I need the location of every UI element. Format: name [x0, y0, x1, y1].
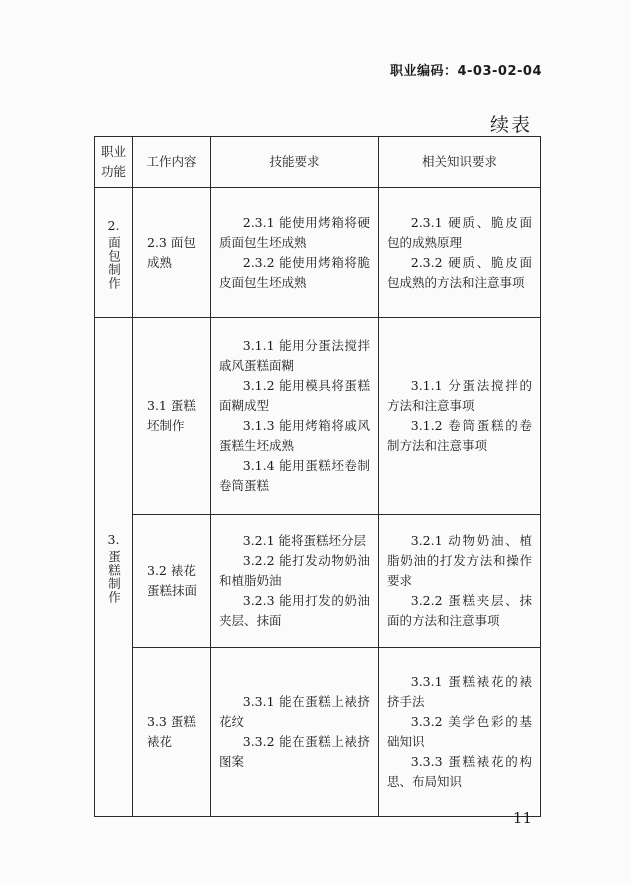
knowledge-item: 3.2.2 蛋糕夹层、抹面的方法和注意事项 [387, 593, 532, 628]
function-number: 3. [107, 532, 120, 547]
function-cell [95, 188, 133, 318]
header-knowledge: 相关知识要求 [379, 137, 541, 188]
table-row [95, 648, 541, 817]
skills-cell [211, 648, 379, 817]
knowledge-cell [379, 648, 541, 817]
function-number: 2. [107, 217, 120, 233]
table-row [95, 318, 541, 515]
table-row [95, 188, 541, 318]
function-cell [95, 318, 133, 817]
work-content-cell: 3.1 蛋糕坯制作 [133, 318, 211, 515]
knowledge-item: 2.3.2 硬质、脆皮面包成熟的方法和注意事项 [387, 254, 532, 290]
skill-item: 2.3.1 能使用烤箱将硬质面包生坯成熟 [219, 214, 370, 250]
skill-item: 3.1.4 能用蛋糕坯卷制卷筒蛋糕 [219, 458, 370, 493]
skill-item: 2.3.2 能使用烤箱将脆皮面包生坯成熟 [219, 254, 370, 290]
table-row [95, 515, 541, 648]
knowledge-item: 3.3.3 蛋糕裱花的构思、布局知识 [387, 754, 532, 789]
function-name: 面包制作 [106, 235, 122, 290]
knowledge-cell [379, 318, 541, 515]
table-header-row [95, 137, 541, 188]
work-content-cell: 3.2 裱花蛋糕抹面 [133, 515, 211, 648]
skills-cell [211, 188, 379, 318]
header-skills: 技能要求 [211, 137, 379, 188]
knowledge-item: 2.3.1 硬质、脆皮面包的成熟原理 [387, 214, 532, 250]
knowledge-item: 3.3.1 蛋糕裱花的裱挤手法 [387, 674, 532, 709]
occupation-code: 职业编码：4-03-02-04 [389, 64, 542, 79]
knowledge-item: 3.1.1 分蛋法搅拌的方法和注意事项 [387, 378, 532, 413]
skill-item: 3.1.2 能用模具将蛋糕面糊成型 [219, 378, 370, 413]
header-work: 工作内容 [133, 137, 211, 188]
knowledge-item: 3.3.2 美学色彩的基础知识 [387, 714, 532, 749]
skill-item: 3.2.3 能用打发的奶油夹层、抹面 [219, 593, 370, 628]
knowledge-cell [379, 515, 541, 648]
header-function: 职业功能 [95, 137, 133, 188]
skills-cell [211, 318, 379, 515]
continued-label: 续表 [489, 114, 532, 136]
skill-item: 3.1.3 能用烤箱将戚风蛋糕生坯成熟 [219, 418, 370, 453]
knowledge-item: 3.2.1 动物奶油、植脂奶油的打发方法和操作要求 [387, 533, 532, 588]
skill-item: 3.3.1 能在蛋糕上裱挤花纹 [219, 694, 370, 729]
work-content-cell: 2.3 面包成熟 [133, 188, 211, 318]
skill-item: 3.3.2 能在蛋糕上裱挤图案 [219, 734, 370, 769]
skills-table [94, 136, 541, 817]
skill-item: 3.1.1 能用分蛋法搅拌戚风蛋糕面糊 [219, 338, 370, 373]
work-content-cell: 3.3 蛋糕裱花 [133, 648, 211, 817]
page-number: 11 [512, 809, 532, 827]
knowledge-item: 3.1.2 卷筒蛋糕的卷制方法和注意事项 [387, 418, 532, 453]
skill-item: 3.2.2 能打发动物奶油和植脂奶油 [219, 553, 370, 588]
function-name: 蛋糕制作 [106, 550, 122, 604]
skill-item: 3.2.1 能将蛋糕坯分层 [242, 533, 367, 548]
skills-cell [211, 515, 379, 648]
knowledge-cell [379, 188, 541, 318]
